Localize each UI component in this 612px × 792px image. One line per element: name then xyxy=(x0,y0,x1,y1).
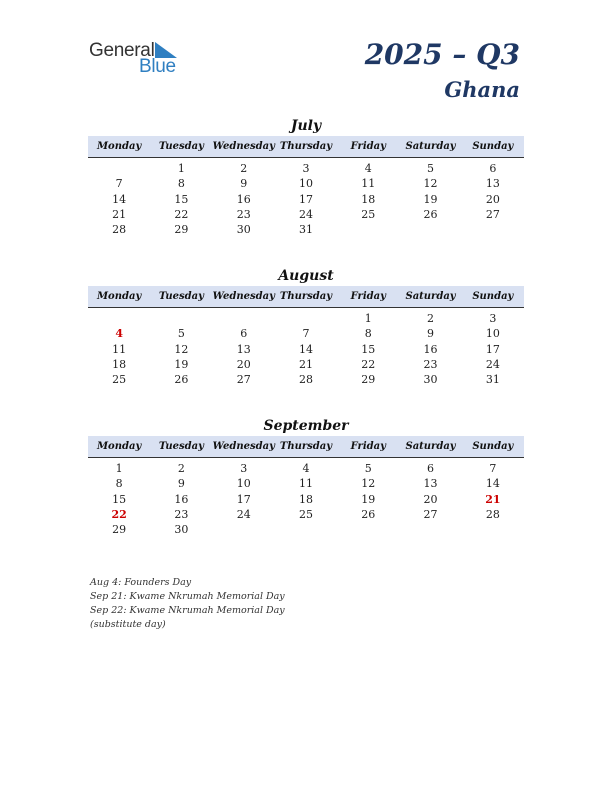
weekday-header xyxy=(88,436,524,458)
day-cell: 18 xyxy=(298,492,313,506)
day-cell: 27 xyxy=(485,207,500,221)
day-cell: 22 xyxy=(111,507,127,521)
weekday-header xyxy=(88,286,524,308)
weekday-tuesday: Tuesday xyxy=(150,286,212,308)
day-cell: 10 xyxy=(236,477,251,491)
day-cell: 4 xyxy=(302,462,310,475)
day-cell: 2 xyxy=(240,162,248,175)
day-cell: 12 xyxy=(174,342,189,356)
weekday-sunday: Sunday xyxy=(462,136,524,158)
empty-cell xyxy=(337,522,399,537)
empty-cell xyxy=(150,308,212,327)
month-september xyxy=(88,416,524,537)
empty-cell xyxy=(213,522,275,537)
day-cell: 5 xyxy=(364,462,372,475)
weekday-sunday: Sunday xyxy=(462,286,524,308)
day-cell: 29 xyxy=(112,523,127,537)
day-cell: 20 xyxy=(236,357,251,371)
day-cell: 17 xyxy=(298,192,313,206)
empty-cell xyxy=(399,222,461,237)
holiday-notes xyxy=(90,576,330,632)
empty-cell xyxy=(399,522,461,537)
day-cell: 30 xyxy=(423,373,438,387)
day-cell: 23 xyxy=(423,357,438,371)
weekday-sunday: Sunday xyxy=(462,436,524,458)
day-cell: 30 xyxy=(174,523,189,537)
day-cell: 22 xyxy=(174,207,189,221)
weekday-saturday: Saturday xyxy=(399,436,461,458)
month-august xyxy=(88,266,524,387)
month-title: August xyxy=(278,268,334,284)
day-cell: 16 xyxy=(174,492,189,506)
weekday-saturday: Saturday xyxy=(399,286,461,308)
day-cell: 19 xyxy=(361,492,376,506)
note-item: Sep 22: Kwame Nkrumah Memorial Day (substitute day) xyxy=(90,605,285,630)
day-cell: 10 xyxy=(485,327,500,341)
country-name: Ghana xyxy=(444,77,520,102)
day-cell: 7 xyxy=(302,327,310,341)
day-cell: 13 xyxy=(423,477,438,491)
week-row xyxy=(88,326,524,341)
week-row xyxy=(88,308,524,327)
day-cell: 17 xyxy=(485,342,500,356)
week-row xyxy=(88,192,524,207)
day-cell: 21 xyxy=(112,207,127,221)
week-row xyxy=(88,207,524,222)
week-row xyxy=(88,492,524,507)
day-cell: 8 xyxy=(364,327,372,341)
day-cell: 2 xyxy=(177,462,185,475)
day-cell: 8 xyxy=(177,177,185,191)
weekday-monday: Monday xyxy=(88,286,150,308)
page-title: 2025 – Q3 xyxy=(364,38,520,71)
day-cell: 11 xyxy=(112,342,127,356)
day-cell: 25 xyxy=(361,207,376,221)
day-cell: 29 xyxy=(361,373,376,387)
day-cell: 8 xyxy=(115,477,123,491)
empty-cell xyxy=(462,222,524,237)
day-cell: 28 xyxy=(112,223,127,237)
empty-cell xyxy=(275,522,337,537)
empty-cell xyxy=(88,158,150,177)
day-cell: 14 xyxy=(298,342,313,356)
logo-text-blue: Blue xyxy=(139,56,176,77)
month-july xyxy=(88,116,524,237)
day-cell: 18 xyxy=(112,357,127,371)
week-row xyxy=(88,158,524,177)
week-row xyxy=(88,458,524,477)
day-cell: 9 xyxy=(427,327,435,341)
week-row xyxy=(88,522,524,537)
calendar-table xyxy=(88,436,524,537)
day-cell: 3 xyxy=(240,462,248,475)
day-cell: 20 xyxy=(485,192,500,206)
day-cell: 26 xyxy=(361,507,376,521)
weekday-saturday: Saturday xyxy=(399,136,461,158)
weekday-thursday: Thursday xyxy=(275,136,337,158)
day-cell: 18 xyxy=(361,192,376,206)
calendar-table xyxy=(88,136,524,237)
weekday-monday: Monday xyxy=(88,436,150,458)
week-row xyxy=(88,357,524,372)
day-cell: 13 xyxy=(236,342,251,356)
weekday-friday: Friday xyxy=(337,436,399,458)
weekday-header xyxy=(88,136,524,158)
day-cell: 27 xyxy=(423,507,438,521)
day-cell: 19 xyxy=(174,357,189,371)
week-row xyxy=(88,476,524,491)
day-cell: 11 xyxy=(361,177,376,191)
day-cell: 30 xyxy=(236,223,251,237)
week-row xyxy=(88,372,524,387)
month-title: September xyxy=(263,418,349,434)
day-cell: 16 xyxy=(423,342,438,356)
weekday-wednesday: Wednesday xyxy=(213,436,275,458)
day-cell: 23 xyxy=(174,507,189,521)
day-cell: 31 xyxy=(298,223,313,237)
day-cell: 31 xyxy=(485,373,500,387)
day-cell: 9 xyxy=(177,477,185,491)
day-cell: 25 xyxy=(112,373,127,387)
day-cell: 14 xyxy=(112,192,127,206)
day-cell: 7 xyxy=(489,462,497,475)
week-row xyxy=(88,342,524,357)
weekday-thursday: Thursday xyxy=(275,286,337,308)
day-cell: 4 xyxy=(115,327,123,341)
day-cell: 24 xyxy=(485,357,500,371)
day-cell: 3 xyxy=(302,162,310,175)
day-cell: 1 xyxy=(177,162,185,175)
day-cell: 21 xyxy=(485,492,501,506)
day-cell: 1 xyxy=(364,312,372,325)
weekday-wednesday: Wednesday xyxy=(213,136,275,158)
weekday-friday: Friday xyxy=(337,286,399,308)
day-cell: 6 xyxy=(240,327,248,341)
day-cell: 24 xyxy=(236,507,251,521)
day-cell: 28 xyxy=(485,507,500,521)
day-cell: 17 xyxy=(236,492,251,506)
day-cell: 26 xyxy=(423,207,438,221)
weekday-thursday: Thursday xyxy=(275,436,337,458)
empty-cell xyxy=(337,222,399,237)
day-cell: 4 xyxy=(364,162,372,175)
month-title: July xyxy=(290,118,322,134)
day-cell: 1 xyxy=(115,462,123,475)
day-cell: 16 xyxy=(236,192,251,206)
day-cell: 28 xyxy=(298,373,313,387)
day-cell: 29 xyxy=(174,223,189,237)
day-cell: 20 xyxy=(423,492,438,506)
day-cell: 10 xyxy=(298,177,313,191)
week-row xyxy=(88,222,524,237)
weekday-friday: Friday xyxy=(337,136,399,158)
weekday-tuesday: Tuesday xyxy=(150,136,212,158)
day-cell: 9 xyxy=(240,177,248,191)
day-cell: 12 xyxy=(423,177,438,191)
day-cell: 2 xyxy=(427,312,435,325)
logo xyxy=(89,40,189,80)
weekday-wednesday: Wednesday xyxy=(213,286,275,308)
empty-cell xyxy=(462,522,524,537)
calendar-table xyxy=(88,286,524,387)
note-item: Sep 21: Kwame Nkrumah Memorial Day xyxy=(90,591,285,602)
day-cell: 23 xyxy=(236,207,251,221)
day-cell: 7 xyxy=(115,177,123,191)
day-cell: 11 xyxy=(298,477,313,491)
day-cell: 24 xyxy=(298,207,313,221)
day-cell: 22 xyxy=(361,357,376,371)
logo-text-general: General xyxy=(89,40,155,61)
day-cell: 5 xyxy=(427,162,435,175)
day-cell: 15 xyxy=(174,192,189,206)
empty-cell xyxy=(88,308,150,327)
day-cell: 3 xyxy=(489,312,497,325)
day-cell: 5 xyxy=(177,327,185,341)
day-cell: 6 xyxy=(489,162,497,175)
day-cell: 13 xyxy=(485,177,500,191)
day-cell: 6 xyxy=(427,462,435,475)
day-cell: 25 xyxy=(298,507,313,521)
day-cell: 27 xyxy=(236,373,251,387)
day-cell: 15 xyxy=(112,492,127,506)
weekday-monday: Monday xyxy=(88,136,150,158)
empty-cell xyxy=(213,308,275,327)
weekday-tuesday: Tuesday xyxy=(150,436,212,458)
note-item: Aug 4: Founders Day xyxy=(90,577,192,588)
day-cell: 12 xyxy=(361,477,376,491)
day-cell: 19 xyxy=(423,192,438,206)
day-cell: 21 xyxy=(298,357,313,371)
day-cell: 26 xyxy=(174,373,189,387)
empty-cell xyxy=(275,308,337,327)
week-row xyxy=(88,176,524,191)
day-cell: 15 xyxy=(361,342,376,356)
day-cell: 14 xyxy=(485,477,500,491)
week-row xyxy=(88,507,524,522)
